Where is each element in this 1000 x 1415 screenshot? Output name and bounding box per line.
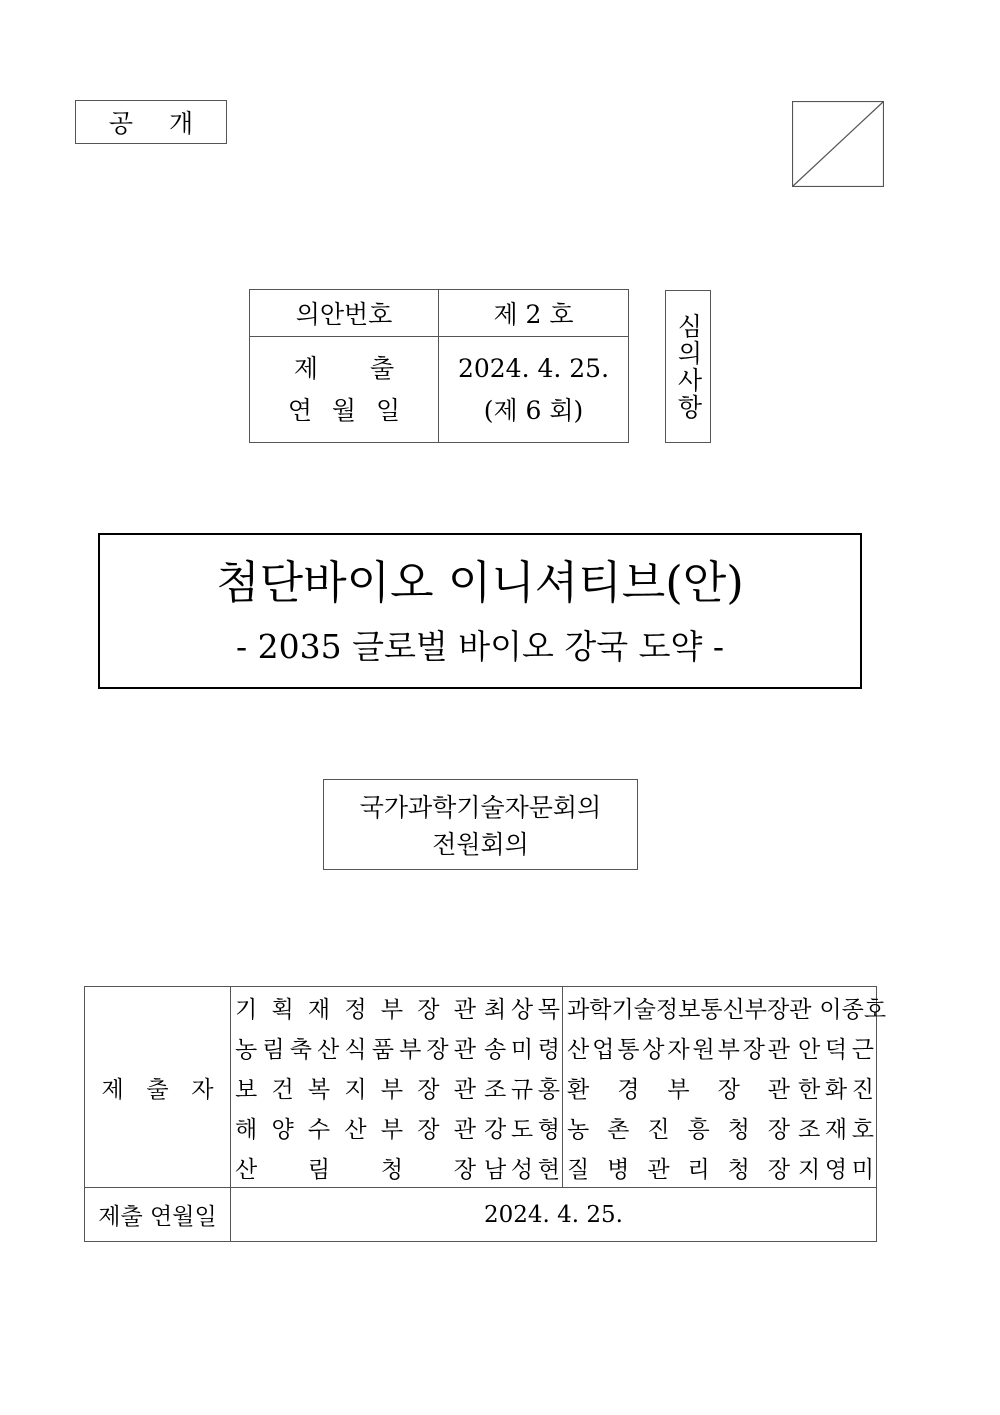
officer-name: 안 덕 근	[798, 1036, 874, 1063]
officer-title: 과 학 기 술 정 보 통 신 부 장 관	[567, 996, 812, 1023]
agenda-date-value: 2024. 4. 25.	[457, 353, 610, 383]
agenda-submit-label-line2: 연 월 일	[287, 395, 407, 425]
officer-row-left	[235, 1147, 560, 1187]
public-badge: 공 개	[75, 100, 227, 144]
officer-title: 산 림 청 장	[235, 1156, 476, 1183]
officer-row-left	[235, 1067, 560, 1107]
officer-row-left	[235, 1027, 560, 1067]
agenda-session-value: (제 6 회)	[483, 395, 584, 425]
officer-title: 농 림 축 산 식 품 부 장 관	[235, 1036, 476, 1063]
officer-row-right	[567, 1067, 874, 1107]
submitter-label	[85, 987, 231, 1188]
officer-name: 조 규 홍	[484, 1076, 560, 1103]
title-box	[98, 533, 862, 689]
officer-name: 송 미 령	[484, 1036, 560, 1063]
officer-row-right	[567, 1027, 874, 1067]
officer-name: 지 영 미	[798, 1156, 874, 1183]
document-subtitle: - 2035 글로벌 바이오 강국 도약 -	[235, 627, 724, 666]
officer-name: 한 화 진	[798, 1076, 874, 1103]
officer-title: 농 촌 진 흥 청 장	[567, 1116, 790, 1143]
agenda-table	[249, 289, 629, 443]
officer-name: 남 성 현	[484, 1156, 560, 1183]
agenda-number-value: 제 2 호	[439, 290, 629, 337]
officer-row-right	[567, 1107, 874, 1147]
council-meeting: 전원회의	[432, 830, 529, 859]
submit-date-value: 2024. 4. 25.	[231, 1188, 877, 1242]
submitter-list-right	[563, 987, 887, 1188]
officer-name: 이 종 호	[819, 996, 887, 1023]
submitter-label-text: 제 출 자	[101, 1076, 214, 1103]
council-box	[323, 779, 638, 870]
agenda-submit-date-label	[250, 337, 439, 443]
slash-box	[792, 101, 884, 187]
submitter-list-left	[231, 987, 563, 1188]
officer-row-right	[567, 1147, 874, 1187]
council-name: 국가과학기술자문회의	[359, 793, 602, 822]
officer-row-left	[235, 987, 560, 1027]
agenda-submit-date-value	[439, 337, 629, 443]
officer-title: 보 건 복 지 부 장 관	[235, 1076, 476, 1103]
officer-title: 기 획 재 정 부 장 관	[235, 996, 476, 1023]
submit-date-label: 제출 연월일	[85, 1188, 231, 1242]
agenda-submit-label-line1: 제 출	[293, 353, 417, 383]
officer-title: 질 병 관 리 청 장	[567, 1156, 790, 1183]
agenda-number-label: 의안번호	[250, 290, 439, 337]
document-title: 첨단바이오 이니셔티브(안)	[216, 556, 744, 609]
officer-title: 산 업 통 상 자 원 부 장 관	[567, 1036, 790, 1063]
officer-name: 강 도 형	[484, 1116, 560, 1143]
submitter-table	[84, 986, 887, 1242]
officer-row-right	[567, 987, 887, 1027]
officer-row-left	[235, 1107, 560, 1147]
officer-title: 해 양 수 산 부 장 관	[235, 1116, 476, 1143]
review-box: 심의사항	[665, 290, 711, 443]
officer-name: 조 재 호	[798, 1116, 874, 1143]
officer-title: 환 경 부 장 관	[567, 1076, 790, 1103]
officer-name: 최 상 목	[484, 996, 560, 1023]
